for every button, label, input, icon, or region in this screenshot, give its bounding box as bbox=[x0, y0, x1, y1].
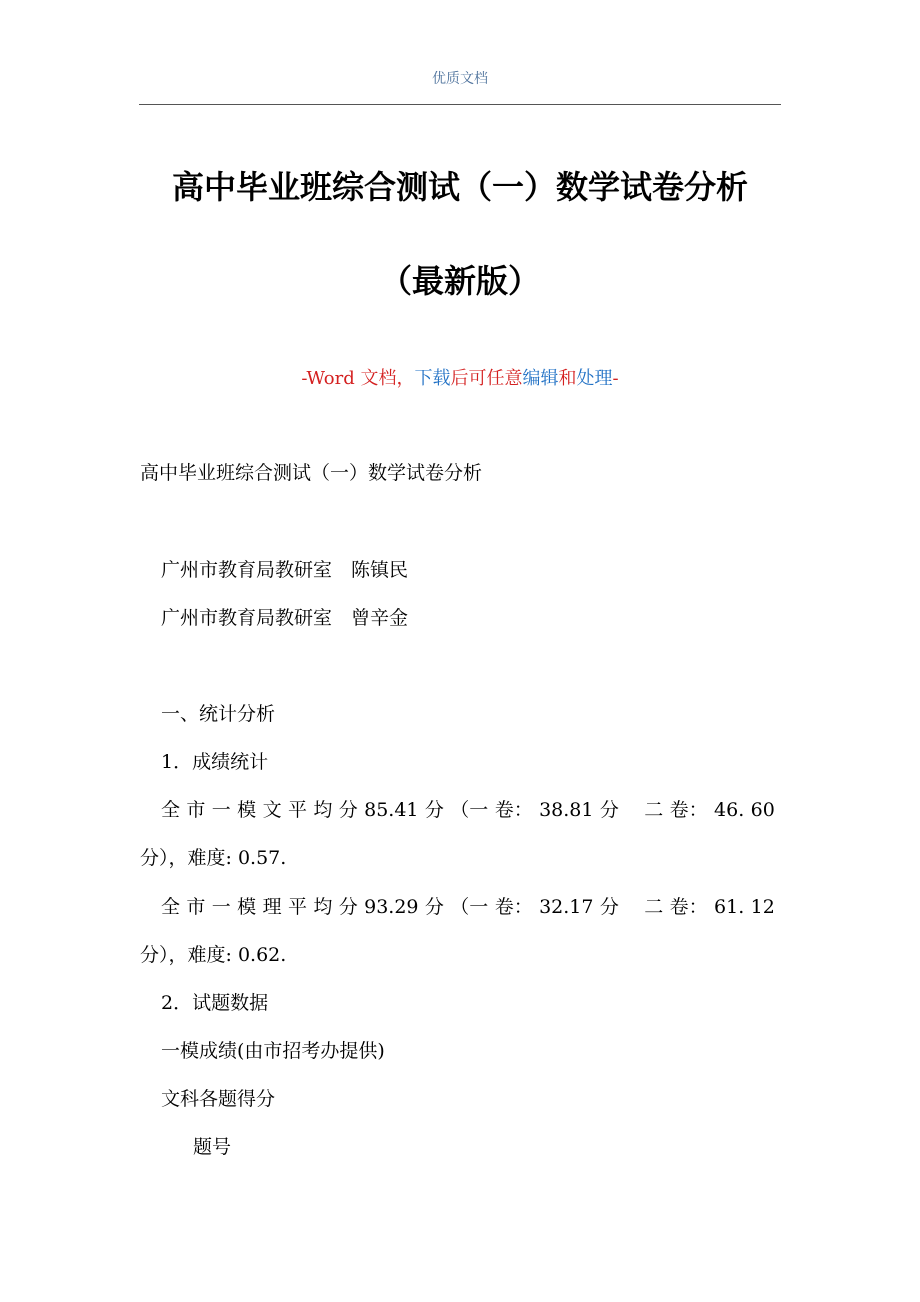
author-line: 广州市教育局教研室 陈镇民 bbox=[161, 559, 409, 581]
wen-score-token: 卷： bbox=[494, 799, 533, 821]
li-score-token: 二 bbox=[644, 896, 664, 918]
edit-notice-part: 编辑 bbox=[522, 368, 559, 389]
li-score-token: 61. bbox=[714, 896, 745, 918]
edit-notice-part: -Word 文档， bbox=[301, 368, 415, 389]
li-score-token: 分 bbox=[338, 896, 358, 918]
li-score-token: 32.17 bbox=[539, 896, 594, 918]
wen-score-token: 模 bbox=[237, 799, 257, 821]
wen-score-token: 市 bbox=[186, 799, 206, 821]
wen-score-token: （一 bbox=[450, 799, 489, 821]
wen-score-token: 46. bbox=[714, 799, 745, 821]
wen-score-token: 全 bbox=[161, 799, 181, 821]
li-score-token: 93.29 bbox=[364, 896, 419, 918]
table-header-question-no: 题号 bbox=[193, 1136, 232, 1158]
wen-score-line bbox=[161, 798, 775, 822]
li-score-token: 分 bbox=[424, 896, 444, 918]
wen-score-token: 文 bbox=[262, 799, 282, 821]
header-divider bbox=[139, 104, 781, 105]
wen-score-token: 均 bbox=[313, 799, 333, 821]
li-score-token: 12 bbox=[750, 896, 775, 918]
wen-score-token: 85.41 bbox=[364, 799, 419, 821]
wen-score-token: 分 bbox=[338, 799, 358, 821]
wen-score-token: 二 bbox=[644, 799, 664, 821]
li-score-token: 平 bbox=[287, 896, 307, 918]
li-score-token: 模 bbox=[237, 896, 257, 918]
author-line: 广州市教育局教研室 曾辛金 bbox=[161, 607, 409, 629]
document-title-line-1: 高中毕业班综合测试（一）数学试卷分析 bbox=[171, 168, 748, 206]
wen-score-token: 60 bbox=[750, 799, 775, 821]
subsection-heading: 2．试题数据 bbox=[161, 992, 269, 1014]
table-caption: 文科各题得分 bbox=[161, 1088, 276, 1110]
wen-score-token: 38.81 bbox=[539, 799, 594, 821]
wen-score-token: 分 bbox=[599, 799, 638, 821]
wen-score-token: 平 bbox=[287, 799, 307, 821]
edit-notice-part: 下载 bbox=[414, 368, 451, 389]
li-score-token: 市 bbox=[186, 896, 206, 918]
wen-score-line-continued: 分），难度: 0.57. bbox=[140, 847, 287, 869]
data-source-line: 一模成绩(由市招考办提供) bbox=[161, 1040, 385, 1062]
wen-score-token: 卷： bbox=[669, 799, 708, 821]
wen-score-token: 一 bbox=[211, 799, 231, 821]
li-score-line-continued: 分），难度: 0.62. bbox=[140, 944, 287, 966]
page-header-label: 优质文档 bbox=[432, 71, 488, 87]
li-score-token: 一 bbox=[211, 896, 231, 918]
edit-notice-part: 处理 bbox=[576, 368, 613, 389]
li-score-line bbox=[161, 895, 775, 919]
document-title-line-2: （最新版） bbox=[379, 262, 540, 300]
li-score-token: 分 bbox=[599, 896, 638, 918]
section-heading: 一、统计分析 bbox=[161, 703, 276, 725]
li-score-token: （一 bbox=[450, 896, 489, 918]
li-score-token: 理 bbox=[262, 896, 282, 918]
li-score-token: 卷： bbox=[669, 896, 708, 918]
edit-notice bbox=[0, 364, 920, 390]
subsection-heading: 1．成绩统计 bbox=[161, 751, 269, 773]
edit-notice-part: 后可任意 bbox=[450, 368, 523, 389]
edit-notice-part: - bbox=[612, 368, 619, 389]
body-doc-title: 高中毕业班综合测试（一）数学试卷分析 bbox=[140, 462, 483, 484]
li-score-token: 卷： bbox=[494, 896, 533, 918]
wen-score-token: 分 bbox=[424, 799, 444, 821]
edit-notice-part: 和 bbox=[558, 368, 577, 389]
li-score-token: 全 bbox=[161, 896, 181, 918]
li-score-token: 均 bbox=[313, 896, 333, 918]
